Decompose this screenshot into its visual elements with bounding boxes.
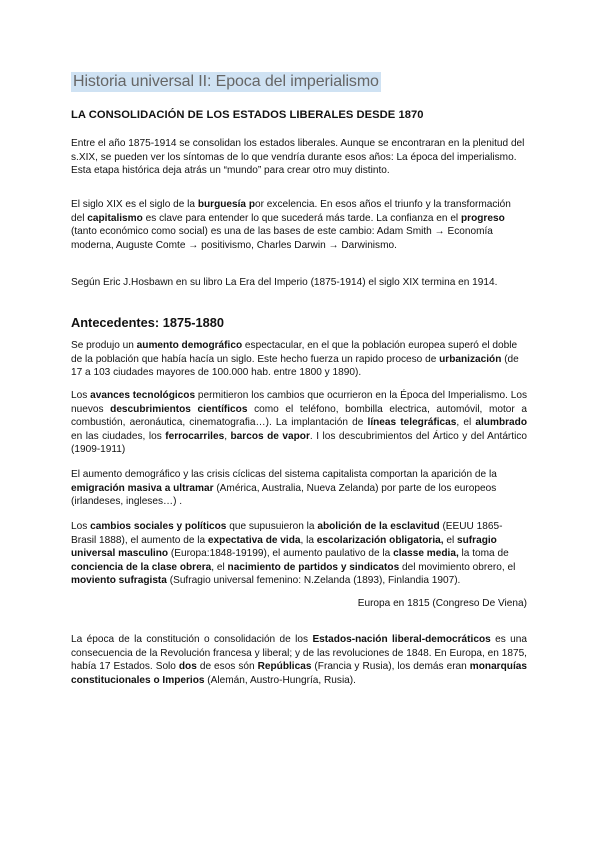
paragraph-social-changes: Los cambios sociales y políticos que supusuieron la abolición de la esclavitud (EEUU 1865-Brasil 1888), el aumento de la expectativa de vida, la escolarización obligatoria, el sufragio universal masculino (Europa:1848-19199), el aumento paulativo de la classe media, la toma de conciencia de la clase obrera, el nacimiento de partidos y sindicatos del movimiento obrero, el moviento sufragista (Sufragio universal femenino: N.Zelanda (1893), Finlandia 1907). [71, 521, 516, 587]
paragraph-technology: Los avances tecnológicos permitieron los cambios que ocurrieron en la Época del Imperialismo. Los nuevos descubrimientos científicos como el teléfono, bombilla electrica, automóvil, motor a combustión, aeronáutica, cinematografia…). La implantación de líneas telegráficas, el alumbrado en las ciudades, los ferrocarriles, barcos de vapor. I los descubrimientos del Ártico y del Antártico (1909-1911) [71, 390, 527, 456]
figure-caption: Europa en 1815 (Congreso De Viena) [357, 598, 527, 609]
subheading-antecedentes: Antecedentes: 1875-1880 [71, 315, 224, 330]
paragraph-nation-states: La época de la constitución o consolidación de los Estados-nación liberal-democráticos es una consecuencia de la Revolución francesa y liberal; y de las revoluciones de 1848. En Europa, en 1875, había 17 Estados. Solo dos de esos són Repúblicas (Francia y Rusia), los demás eran monarquías constitucionales o Imperios (Alemán, Austro-Hungría, Rusia). [71, 634, 527, 686]
section-heading: LA CONSOLIDACIÓN DE LOS ESTADOS LIBERALES DESDE 1870 [71, 109, 424, 121]
paragraph-demography: Se produjo un aumento demográfico espectacular, en el que la población europea superó el doble de la población que había hacía un siglo. Este hecho fuerza un rapido proceso de urbanización (de 17 a 103 ciudades mayores de 100.000 hab. entre 1800 y 1890). [71, 340, 519, 379]
paragraph-emigration: El aumento demográfico y las crisis cíclicas del sistema capitalista comportan la aparición de la emigración masiva a ultramar (América, Australia, Nueva Zelanda) por parte de los europeos (irlandeses, ingleses…) . [71, 469, 497, 508]
paragraph-bourgeoisie: El siglo XIX es el siglo de la burguesía por excelencia. En esos años el triunfo y la transformación del capitalismo es clave para entender lo que sucederá más tarde. La confianza en el progreso (tanto económico como social) es una de las bases de este cambio: Adam Smith → Economía moderna, Auguste Comte → positivismo, Charles Darwin → Darwinismo. [71, 199, 511, 251]
paragraph-intro: Entre el año 1875-1914 se consolidan los estados liberales. Aunque se encontraran en la plenitud del s.XIX, se pueden ver los síntomas de lo que vendría durante esos años: La época del imperialismo. Esta etapa histórica deja atrás un “mundo” para crear otro muy distinto. [71, 138, 525, 177]
document-title: Historia universal II: Epoca del imperialismo [73, 73, 379, 90]
paragraph-hobsbawm: Según Eric J.Hosbawn en su libro La Era del Imperio (1875-1914) el siglo XIX termina en 1914. [71, 277, 498, 288]
